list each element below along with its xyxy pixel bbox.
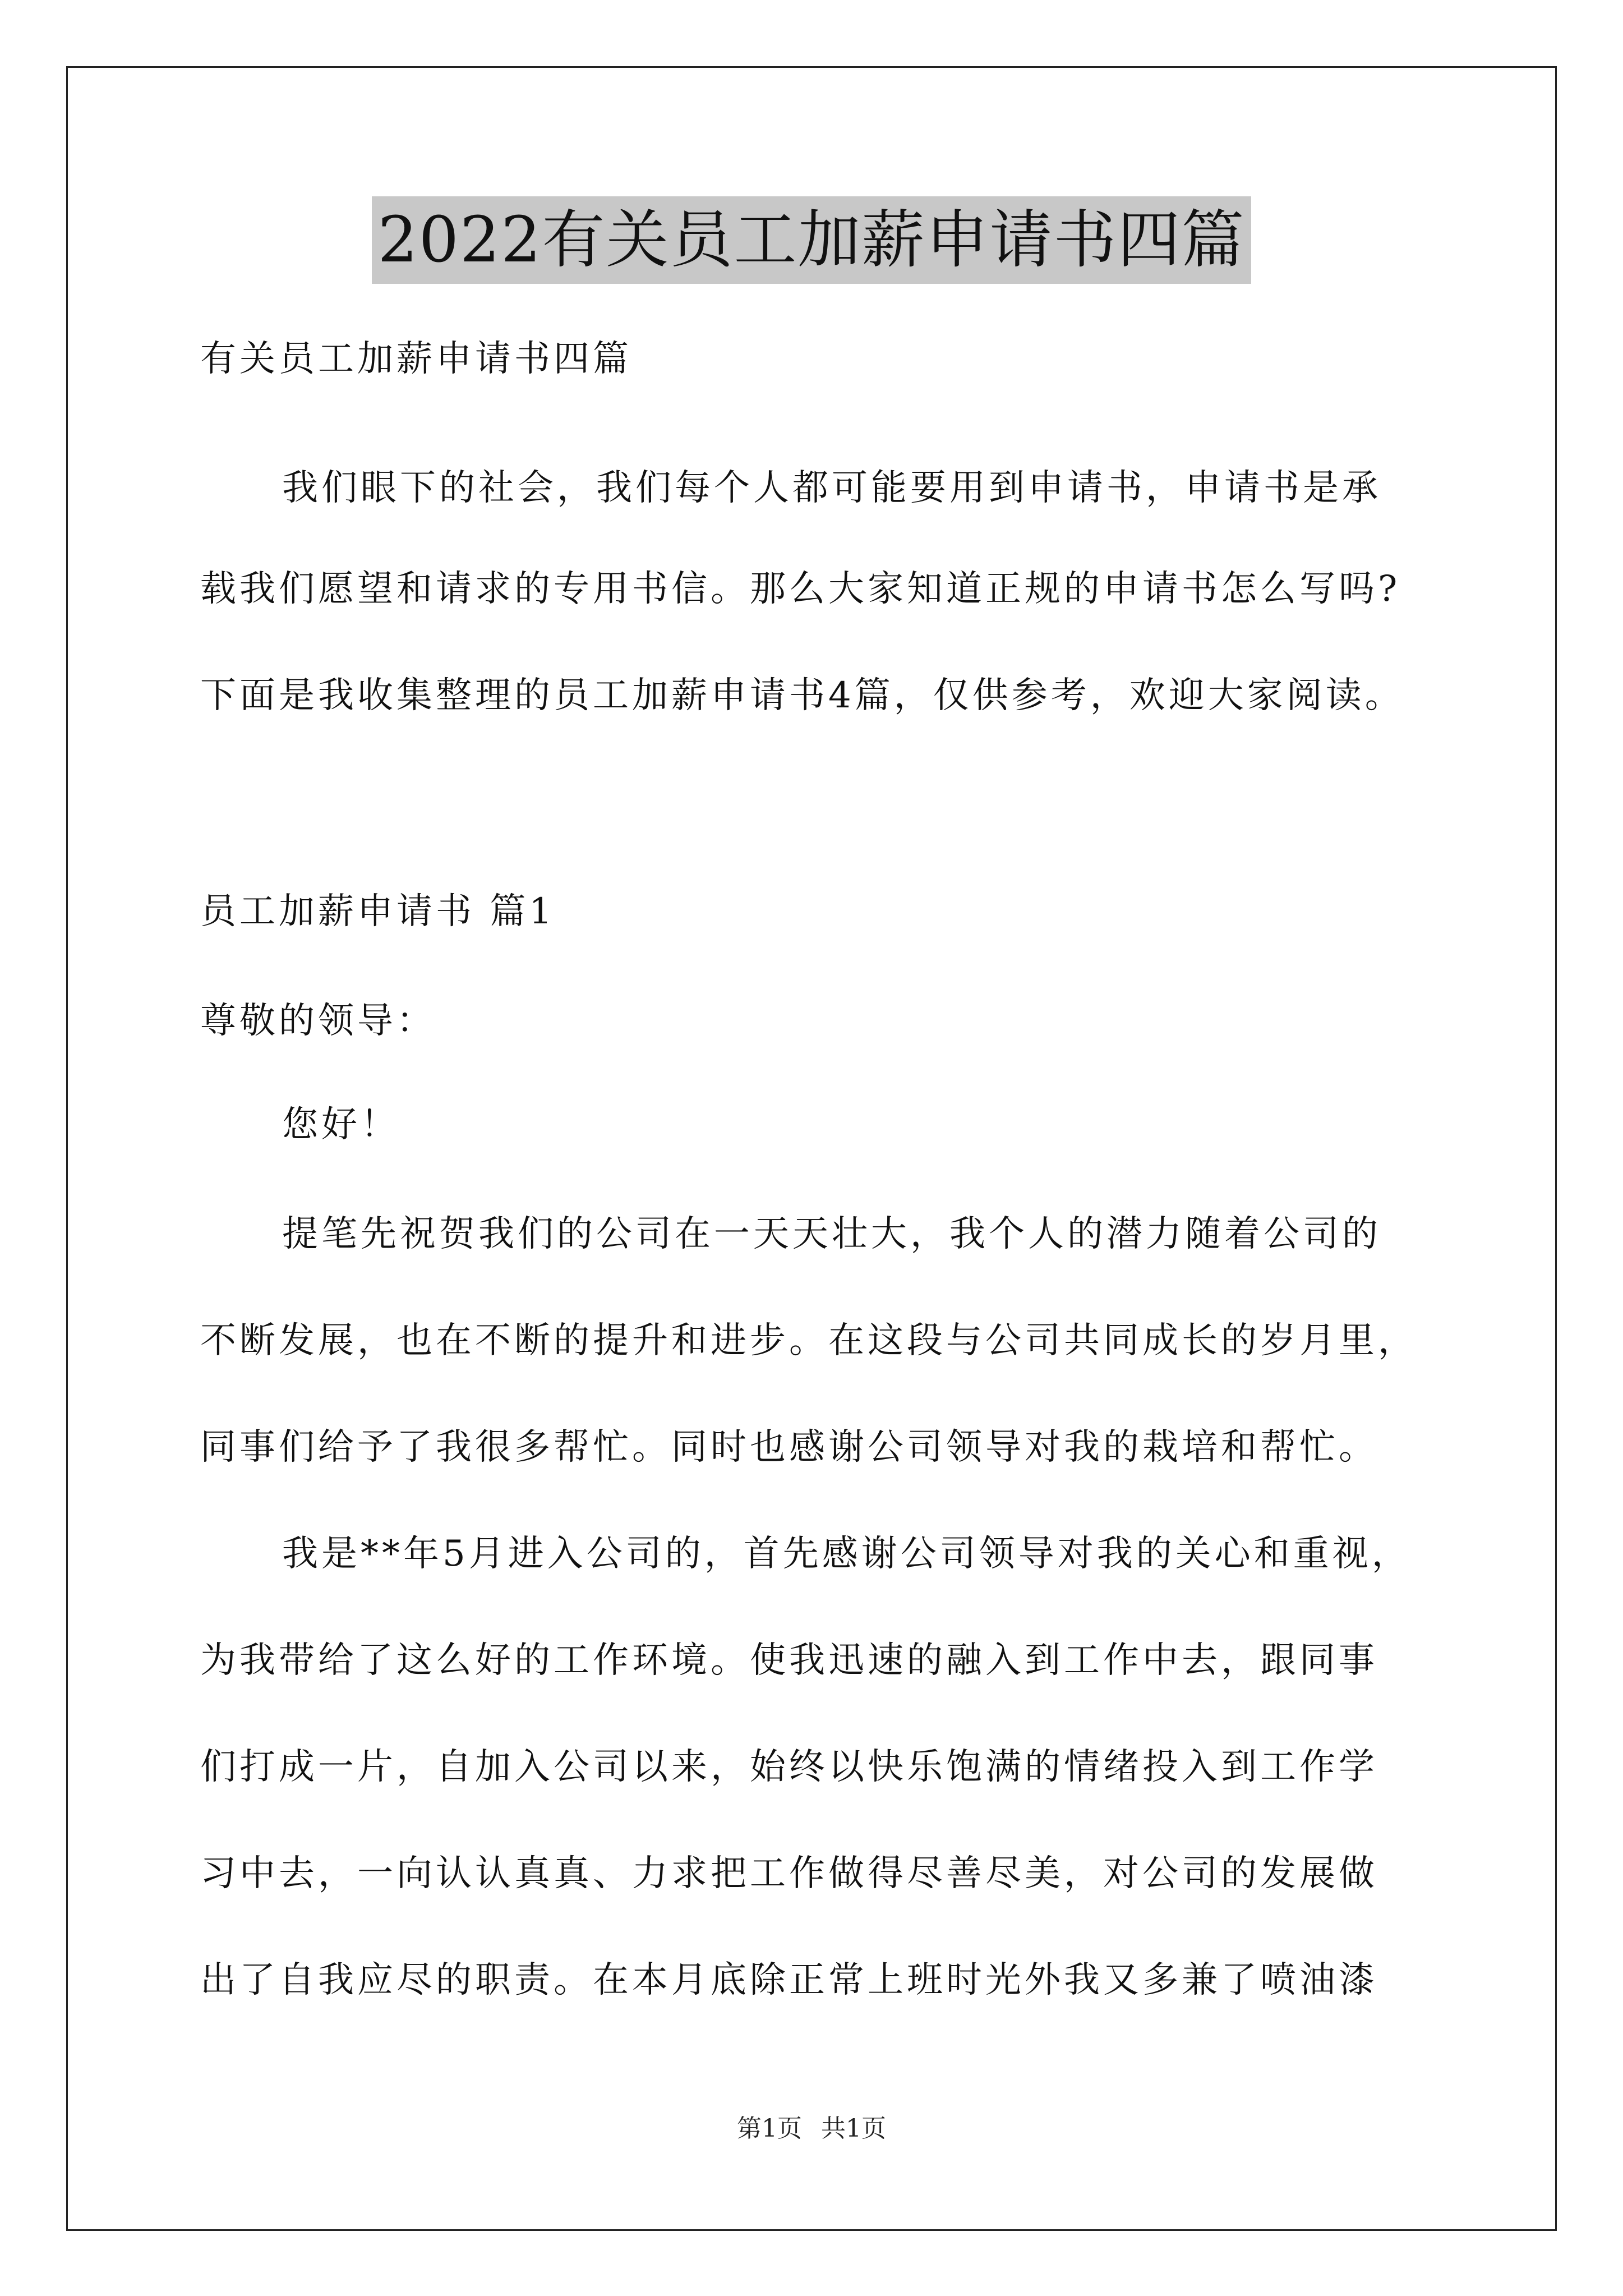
section-heading: 员工加薪申请书 篇1 [200,891,556,932]
page-footer [0,2108,1623,2144]
para2-line-1: 我是**年5月进入公司的，首先感谢公司领导对我的关心和重视， [282,1533,1411,1575]
para1-line-2: 不断发展，也在不断的提升和进步。在这段与公司共同成长的岁月里， [200,1320,1417,1361]
para2-line-5: 出了自我应尽的职责。在本月底除正常上班时光外我又多兼了喷油漆 [200,1959,1378,2001]
para2-line-2: 为我带给了这么好的工作环境。使我迅速的融入到工作中去，跟同事 [200,1640,1378,1681]
page-border [66,66,1557,2231]
para1-line-1: 提笔先祝贺我们的公司在一天天壮大，我个人的潜力随着公司的 [282,1213,1381,1255]
intro-line-1: 我们眼下的社会，我们每个人都可能要用到申请书，申请书是承 [282,467,1381,509]
para1-line-3: 同事们给予了我很多帮忙。同时也感谢公司领导对我的栽培和帮忙。 [200,1427,1378,1468]
subtitle-line: 有关员工加薪申请书四篇 [200,338,632,380]
greeting: 您好！ [282,1104,400,1145]
page-number: 第1页 [737,2114,802,2143]
para2-line-3: 们打成一片，自加入公司以来，始终以快乐饱满的情绪投入到工作学 [200,1746,1378,1788]
document-title: 2022有关员工加薪申请书四篇 [372,196,1251,284]
intro-line-3: 下面是我收集整理的员工加薪申请书4篇，仅供参考，欢迎大家阅读。 [200,675,1404,716]
para2-line-4: 习中去，一向认认真真、力求把工作做得尽善尽美，对公司的发展做 [200,1853,1378,1894]
intro-line-2: 载我们愿望和请求的专用书信。那么大家知道正规的申请书怎么写吗? [200,568,1401,610]
page-total: 共1页 [821,2114,886,2143]
title-container [0,196,1623,284]
salutation: 尊敬的领导： [200,1000,436,1042]
